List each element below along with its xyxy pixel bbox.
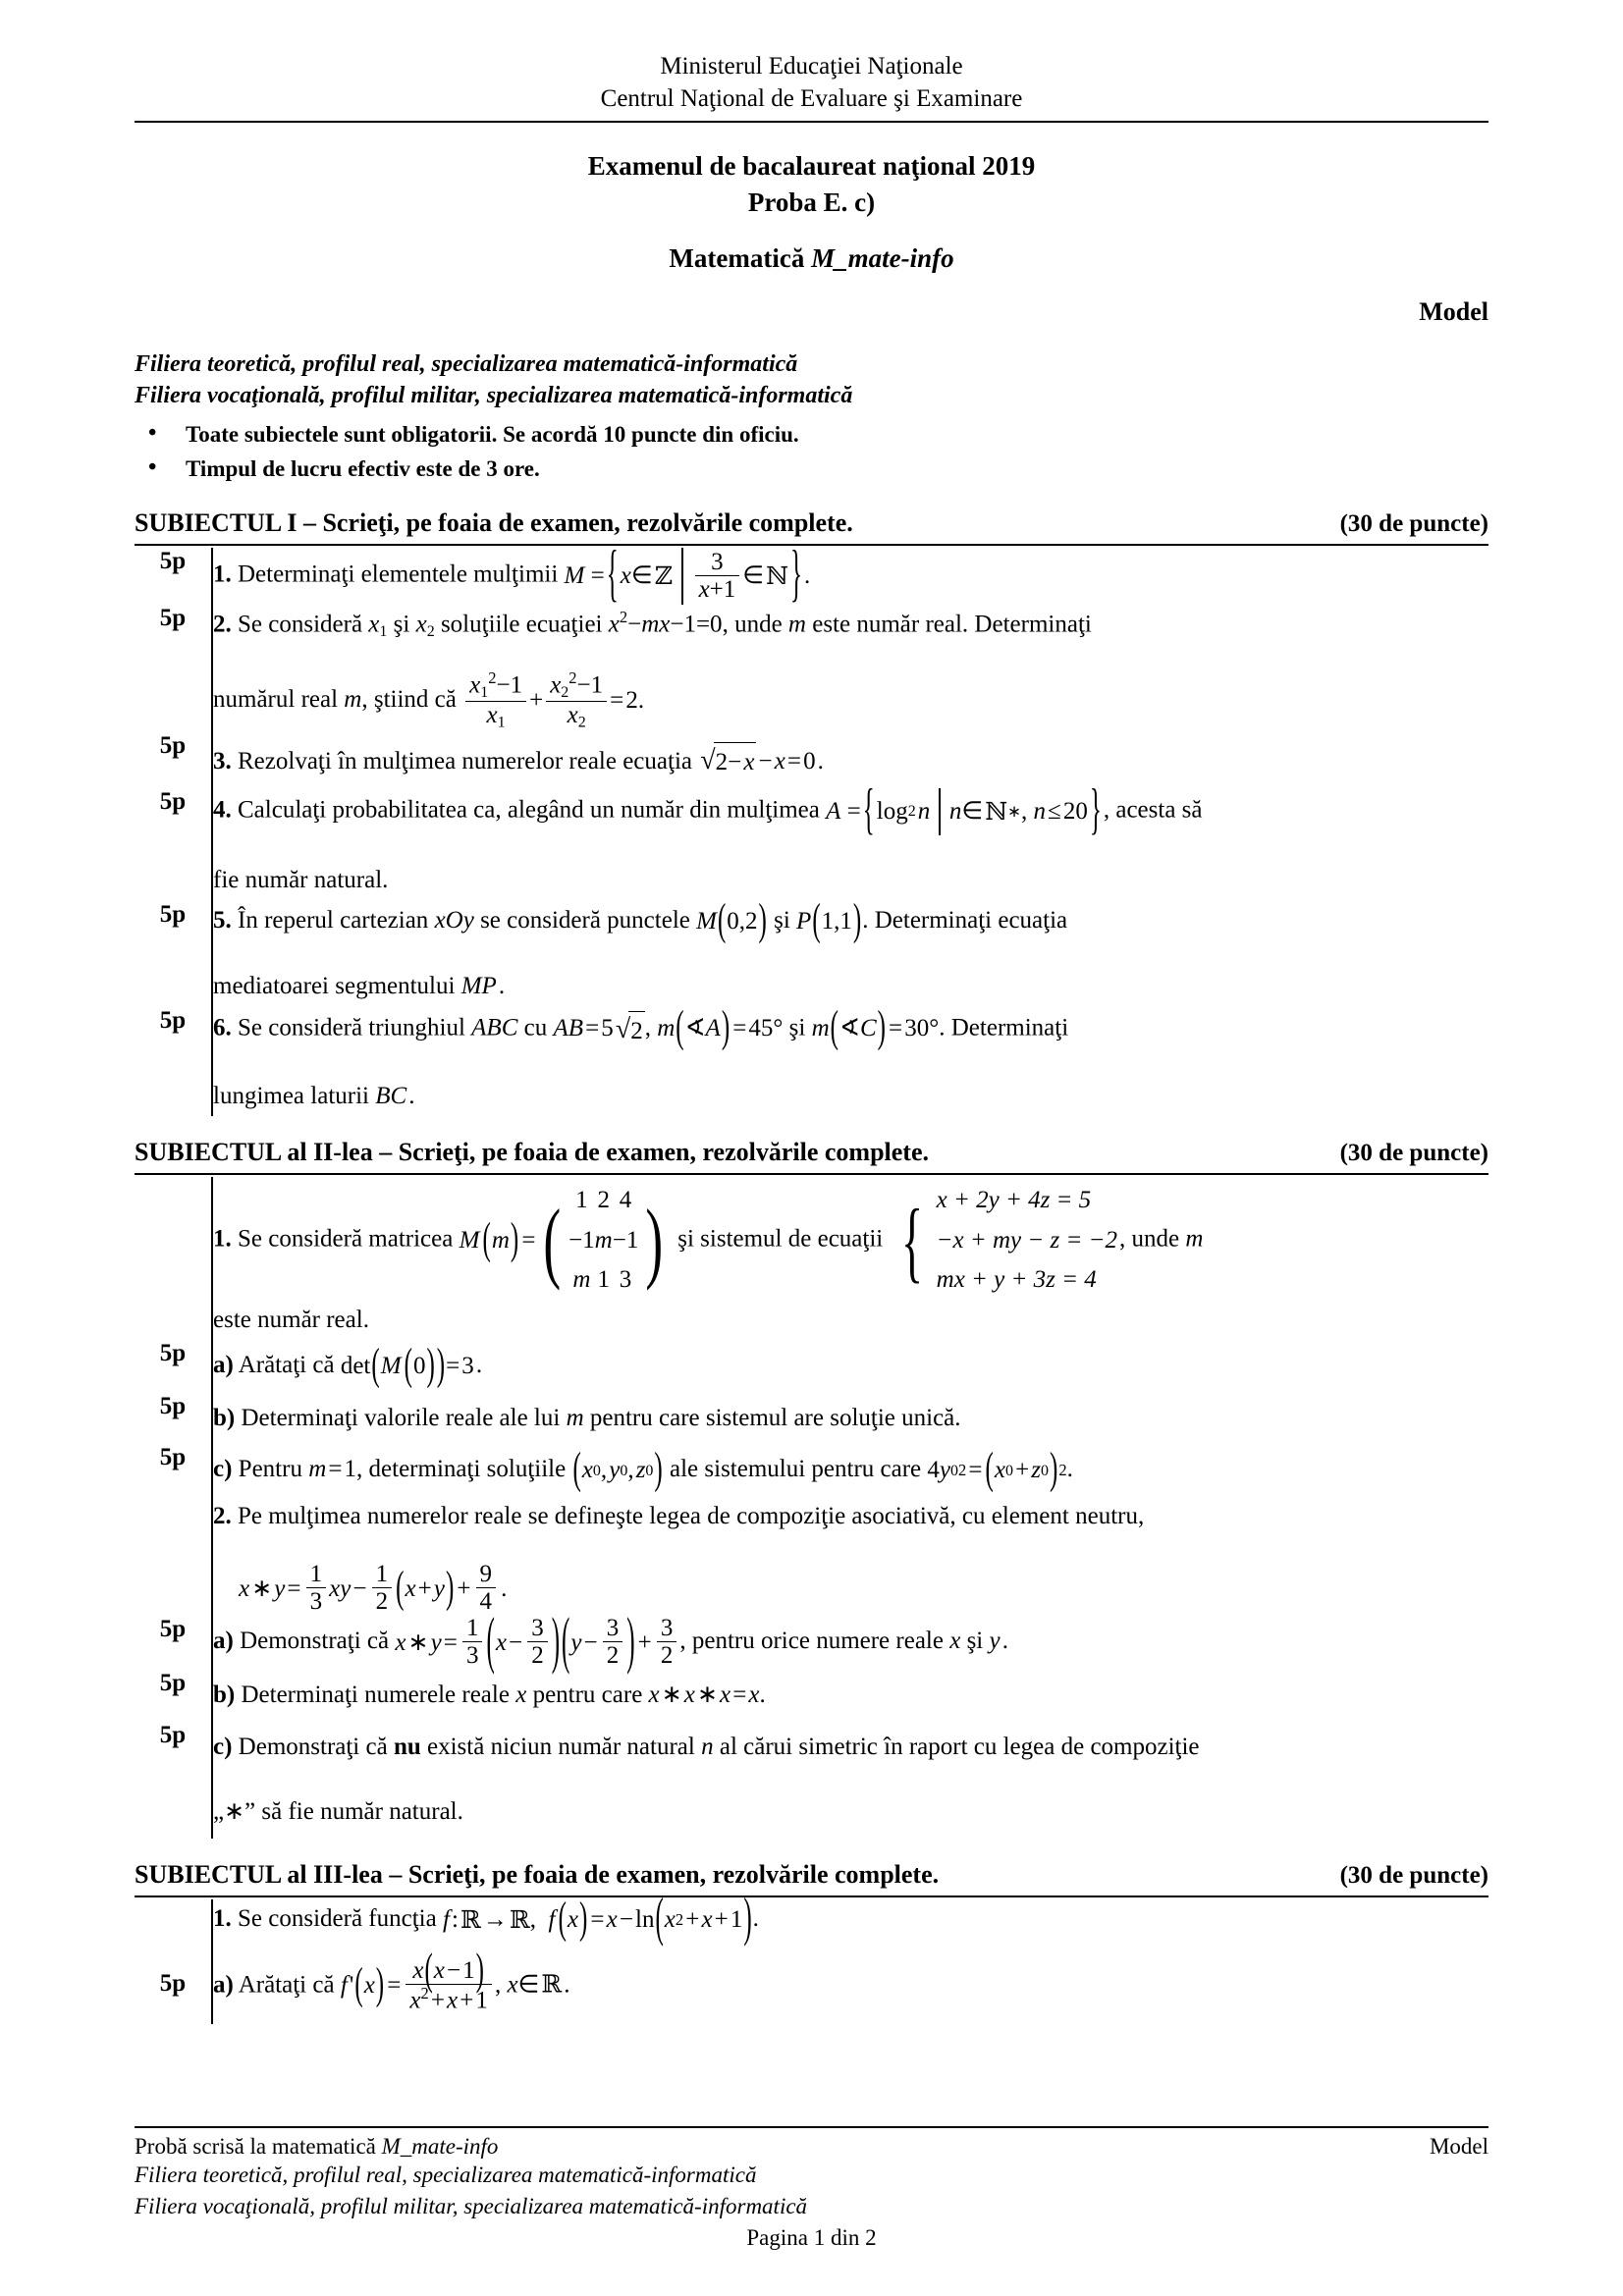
mark-5p: 5p [159,731,187,759]
subject-1-rule [135,544,1488,546]
problem-5-text-a: În reperul cartezian [238,906,435,934]
problem-1-text: Determinaţi elementele mulţimii [238,561,565,588]
footer-model: Model [1429,2134,1488,2160]
mark-5p: 5p [159,1444,187,1471]
problem-2-text-d: , unde [722,611,788,638]
footer-subject-code: M_mate-info [381,2134,499,2160]
table-row [135,1941,1488,2024]
s2-p1-number: 1. [213,1225,232,1253]
subject-2-rule [135,1173,1488,1175]
subject-1-title: SUBIECTUL I – Scrieţi, pe foaia de examen, rezolvările complete. [135,508,853,538]
mark-empty [135,1177,212,1340]
s2-p2a-text-d: . [1001,1628,1008,1655]
problem-3-number: 3. [213,747,232,774]
list-item [135,417,1488,453]
problem-6-text-e: . Determinaţi [939,1014,1069,1041]
problem-5-text-f: . [498,973,506,1000]
problem-4-number: 4. [213,796,232,824]
problem-4-text-b: , acesta să [1103,796,1203,824]
header-rule [135,121,1488,123]
subject-code: M_mate-info [811,242,954,273]
problem-6-text-f: lungimea laturii [213,1082,376,1109]
subject-3-points: (30 de puncte) [1339,1861,1488,1889]
matrix-cell: −1 [612,1226,639,1254]
matrix-row [568,1221,638,1261]
problem-5-number: 5. [213,906,232,934]
s2-p2c-text-c: al cărui simetric în raport cu legea de compoziţie [713,1733,1200,1760]
subject-2-heading [135,1138,1488,1167]
filiera-block [135,348,1488,411]
problem-3-body [212,732,1488,788]
problem-4-line-1: 4. Calculaţi probabilitatea ca, alegând un număr din mulţimea A = { log 2 n n ∈ ℕ ∗ , n ≤ 20 } , acesta să [213,779,1203,841]
table-row [135,1670,1488,1722]
filiera-line-1: Filiera teoretică, profilul real, specializarea matematică-informatică [135,350,798,377]
note-text: Toate subiectele sunt obligatorii. Se acordă 10 puncte din oficiu. [186,421,799,447]
s2-p1b-line: b) Determinaţi valorile reale ale lui m pentru care sistemul are soluţie unică. [213,1404,961,1431]
problem-1-number: 1. [213,561,232,588]
problem-5-body [212,896,1488,1007]
mark-5p: 5p [159,1006,187,1034]
matrix-row [568,1181,638,1221]
problem-6-line-2: lungimea laturii BC . [213,1082,415,1109]
footer-page-number: Pagina 1 din 2 [746,2225,877,2250]
problem-6-text-d: şi [783,1014,812,1041]
mark-5p: 5p [159,1969,187,1997]
problem-6-text-a: Se consideră triunghiul [238,1014,472,1041]
problem-5-line-2: mediatoarei segmentului MP . [213,973,506,1000]
problem-5-line-1: 5. În reperul cartezian xOy se consideră punctele M ( 0,2 ) şi P ( 1,1 ) . Determinaţi ecuaţia [213,896,1068,944]
problem-4-text-a: Calculaţi probabilitatea ca, alegând un număr din mulţimea [238,796,827,824]
mark-empty [135,1497,212,1617]
s2-p1c-line: c) Pentru m = 1, determinaţi soluţiile ( x 0 , y 0 , z 0 ) ale sistemului pentru care 4 y 0 2 = ( x 0 + z 0 ) 2 . [213,1446,1073,1494]
matrix-cell: m [594,1226,613,1254]
mark-empty [135,1899,212,1941]
table-row [135,1177,1488,1340]
table-row [135,548,1488,605]
matrix-cell: m [572,1266,591,1294]
equation-system: { x + 2y + 4z = 5 −x + my − z = −2 mx + y + 3z = 4 [891,1181,1117,1301]
table-row [135,1497,1488,1617]
mark-5p: 5p [159,548,187,575]
s3-p1a-text-a: Arătaţi că [238,1970,341,1998]
s2-p1c-text-c: ale sistemului pentru care [663,1456,928,1483]
mark-5p: 5p [159,605,187,632]
s3-p1a-text-b: , [494,1970,508,1998]
problem-1-line: 1. Determinaţi elementele mulţimii M = { x ∈ ℤ $\frac{3}{x+1}$ ∈ ℕ } . [213,540,811,610]
problem-1-body [212,540,1488,610]
s3-p1-line: 1. Se consideră funcţia f : ℝ → ℝ , f ( x ) = x − ln ( x 2 + x + 1 ) . [213,1889,759,1949]
table-row [135,1444,1488,1497]
table-row [135,1899,1488,1941]
s3-p1a-label: a) [213,1970,234,1998]
problem-2-text-c: soluţiile ecuaţiei [434,611,609,638]
s2-p2b-label: b) [213,1682,236,1709]
s3-p1a-line: a) Arătaţi că f ' ( x ) = $\frac{x(x - 1)}{x^2 + x + 1}$ , x∈ ℝ . [213,1946,570,2013]
table-row [135,605,1488,732]
s2-p1c-label: c) [213,1456,233,1483]
matrix-cell: 4 [619,1187,632,1214]
title-block [135,148,1488,274]
mark-5p: 5p [159,900,187,928]
s2-p1a-text: Arătaţi că [238,1352,341,1379]
s2-p2-number: 2. [213,1502,232,1529]
list-item [135,452,1488,487]
footer-filiera-1: Filiera teoretică, profilul real, specializarea matematică-informatică [135,2163,757,2188]
s2-p1c-text-b: , determinaţi soluţiile [356,1456,572,1483]
s2-p2c-text-a: Demonstraţi că [238,1733,394,1760]
s2-p2-lead: Pe mulţimea numerelor reale se defineşte legea de compoziţie asociativă, cu element neutru, [238,1502,1145,1529]
s2-p1-line-1: 1. Se consideră matricea M ( m ) = ( 1 2 4 −1 m −1 m 1 3 ) şi sistemul de ecuaţii { x + 2y + 4z = 5 −x + my − z = −2 mx + y + 3z = 4 , unde m [213,1181,1488,1301]
exam-subject [135,243,1488,274]
s2-p2c-line-1: c) Demonstraţi că nu există niciun număr natural n al cărui simetric în raport cu legea de compoziţie [213,1733,1200,1760]
subject-3-table [135,1889,1488,2024]
table-row [135,1340,1488,1393]
system-equation: −x + my − z = −2 [936,1226,1117,1254]
subject-2-table [135,1177,1488,1839]
s2-p2a-text-b: , pentru orice numere reale [679,1628,950,1655]
ministry-header [135,51,1488,115]
mark-5p: 5p [159,1340,187,1367]
table-row [135,1616,1488,1670]
ministry-line-2: Centrul Naţional de Evaluare şi Examinare [600,84,1023,112]
problem-4-body [212,779,1488,901]
problem-4-line-2: fie număr natural. [213,867,389,894]
subject-1-heading [135,508,1488,538]
mark-5p: 5p [159,1616,187,1643]
table-row [135,1007,1488,1117]
problem-2-text-e: este număr real. Determinaţi [805,611,1092,638]
problem-6-text-g: . [408,1082,415,1109]
subject-1-points: (30 de puncte) [1339,510,1488,538]
s2-p2a-text-c: şi [960,1628,990,1655]
s2-p2a-text-a: Demonstraţi că [240,1628,396,1655]
s2-p1-lead: Se consideră matricea [238,1225,460,1253]
s2-p2b-line: b) Determinaţi numerele reale x pentru care x ∗ x ∗ x = x. [213,1682,766,1709]
problem-6-text-c: , [644,1014,658,1041]
matrix-cell: 3 [619,1266,632,1294]
table-row [135,1722,1488,1839]
bullet-icon: • [148,454,157,481]
exam-notes [135,417,1488,487]
table-row [135,788,1488,901]
problem-2-text-b: şi [387,611,416,638]
system-equation: x + 2y + 4z = 5 [936,1187,1092,1214]
problem-5-text-d: . Determinaţi ecuaţia [862,906,1068,934]
problem-2-text-g: , ştiind că [361,686,463,714]
model-label: Model [1419,296,1488,326]
matrix-cell: 1 [597,1266,610,1294]
table-row [135,901,1488,1007]
footer-filiera-2: Filiera vocaţională, profilul militar, specializarea matematică-informatică [135,2193,808,2218]
table-row [135,1393,1488,1445]
subject-3-title: SUBIECTUL al III-lea – Scrieţi, pe foaia de examen, rezolvările complete. [135,1859,940,1889]
s2-p1b-text-b: pentru care sistemul are soluţie unică. [583,1404,961,1431]
ministry-line-1: Ministerul Educaţiei Naţionale [660,53,963,80]
bullet-icon: • [148,419,157,446]
matrix-cell: 1 [575,1187,588,1214]
subject-1-table [135,540,1488,1116]
s2-p1b-label: b) [213,1404,236,1431]
problem-2-text-a: Se consideră [238,611,369,638]
s2-p2c-body [212,1722,1488,1839]
s2-p2a-line: a) Demonstraţi că x ∗ y = $\frac{1}{3}$ ( x − $\frac{3}{2}$ ) ( y − $\frac{3}{2}$ ) + $\frac{3}{2}$ , pentru orice numere reale x şi y . [213,1606,1008,1677]
s2-p1c-text-a: Pentru [238,1456,309,1483]
s2-p1b-text-a: Determinaţi valorile reale ale lui [241,1404,567,1431]
table-row [135,732,1488,788]
mark-5p: 5p [159,1392,187,1419]
problem-5-text-b: se consideră punctele [473,906,697,934]
problem-5-text-e: mediatoarei segmentului [213,973,461,1000]
s2-p2c-label: c) [213,1733,233,1760]
exam-proba: Proba E. c) [747,187,876,218]
problem-2-text-f: numărul real [213,686,345,714]
s3-problem-1-statement [212,1889,1488,1949]
s3-p1-lead: Se consideră funcţia [238,1904,443,1932]
s2-p2c-text-b: există niciun număr natural [420,1733,702,1760]
page-footer [135,2120,1488,2251]
exam-title: Examenul de bacalaureat naţional 2019 [587,151,1036,181]
s2-p2b-body [212,1670,1488,1722]
problem-6-line-1: 6. Se consideră triunghiul ABC cu AB = 5 √2 , m ( ∢ A ) = 45° şi m ( ∢ C ) = 30°. Determinaţi [213,1003,1069,1052]
footer-left [135,2134,498,2160]
system-equation: mx + y + 3z = 4 [936,1266,1097,1294]
s2-p1a-label: a) [213,1352,234,1379]
problem-2-number: 2. [213,611,232,638]
subject-2-points: (30 de puncte) [1339,1140,1488,1167]
s2-p2b-text-a: Determinaţi numerele reale [241,1682,516,1709]
problem-2-line-2: numărul real m, ştiind că $\frac{x_1^2-1}{x_1}$ + $\frac{x_2^2-1}{x_2}$ = 2. [213,667,645,731]
problem-3-text: Rezolvaţi în mulţimea numerelor reale ecuaţia [238,747,699,774]
matrix-M: ( 1 2 4 −1 m −1 m 1 3 ) [537,1181,670,1301]
s2-p1-mid: şi sistemul de ecuaţii [671,1225,890,1253]
mark-5p: 5p [159,1721,187,1748]
problem-2-body [212,605,1488,732]
subject-3-heading [135,1860,1488,1890]
problem-5-text-c: şi [767,906,797,934]
footer-rule [135,2126,1488,2128]
s2-p1-line-2: este număr real. [213,1306,369,1333]
s2-p2a-label: a) [213,1628,234,1655]
s2-p2-law: x ∗ y = $\frac{1}{3}$ xy − $\frac{1}{2}$ ( x + y ) + $\frac{9}{4}$ . [239,1561,508,1616]
matrix-cell: 2 [597,1187,610,1214]
subject-2-title: SUBIECTUL al II-lea – Scrieţi, pe foaia de examen, rezolvările complete. [135,1138,930,1167]
s2-problem-2-statement [212,1497,1488,1617]
problem-6-text-b: cu [517,1014,554,1041]
s2-p1a-line: a) Arătaţi că det ( M ( 0 ) ) = 3 . [213,1342,483,1390]
subject-prefix: Matematică [669,242,812,273]
s2-p2b-text-c: . [759,1682,766,1709]
footer-left-text: Probă scrisă la matematică [135,2134,382,2160]
mark-5p: 5p [159,788,187,816]
s2-p2-line-1 [213,1497,1488,1537]
subject-3-rule [135,1896,1488,1897]
matrix-cell: −1 [568,1226,595,1254]
s3-p1-number: 1. [213,1904,232,1932]
s2-p1c-body [212,1444,1488,1497]
s2-p2c-line-2: „∗” să fie număr natural. [213,1798,463,1826]
problem-6-number: 6. [213,1014,232,1041]
problem-2-line-1: 2. Se consideră $x_1$ şi $x_2$ soluţiile ecuaţiei $x^2-mx-1=0$, unde m este număr real. Determinaţi [213,608,1092,640]
problem-3-line: 3. Rezolvaţi în mulţimea numerelor reale ecuaţia √2− x − x = 0 . [213,738,1488,782]
s2-problem-1-statement [212,1177,1488,1340]
s2-p2b-text-b: pentru care [526,1682,649,1709]
filiera-line-2: Filiera vocaţională, profilul militar, specializarea matematică-informatică [135,382,853,408]
matrix-row [568,1260,638,1301]
s2-p1-tail: , unde [1118,1225,1186,1253]
problem-6-body [212,1003,1488,1117]
s3-p1a-body [212,1941,1488,2024]
note-text: Timpul de lucru efectiv este de 3 ore. [186,456,540,482]
mark-5p: 5p [159,1670,187,1697]
s2-p2c-bold: nu [393,1733,421,1760]
s2-p1a-body [212,1340,1488,1393]
footer-top-row [135,2134,1488,2160]
